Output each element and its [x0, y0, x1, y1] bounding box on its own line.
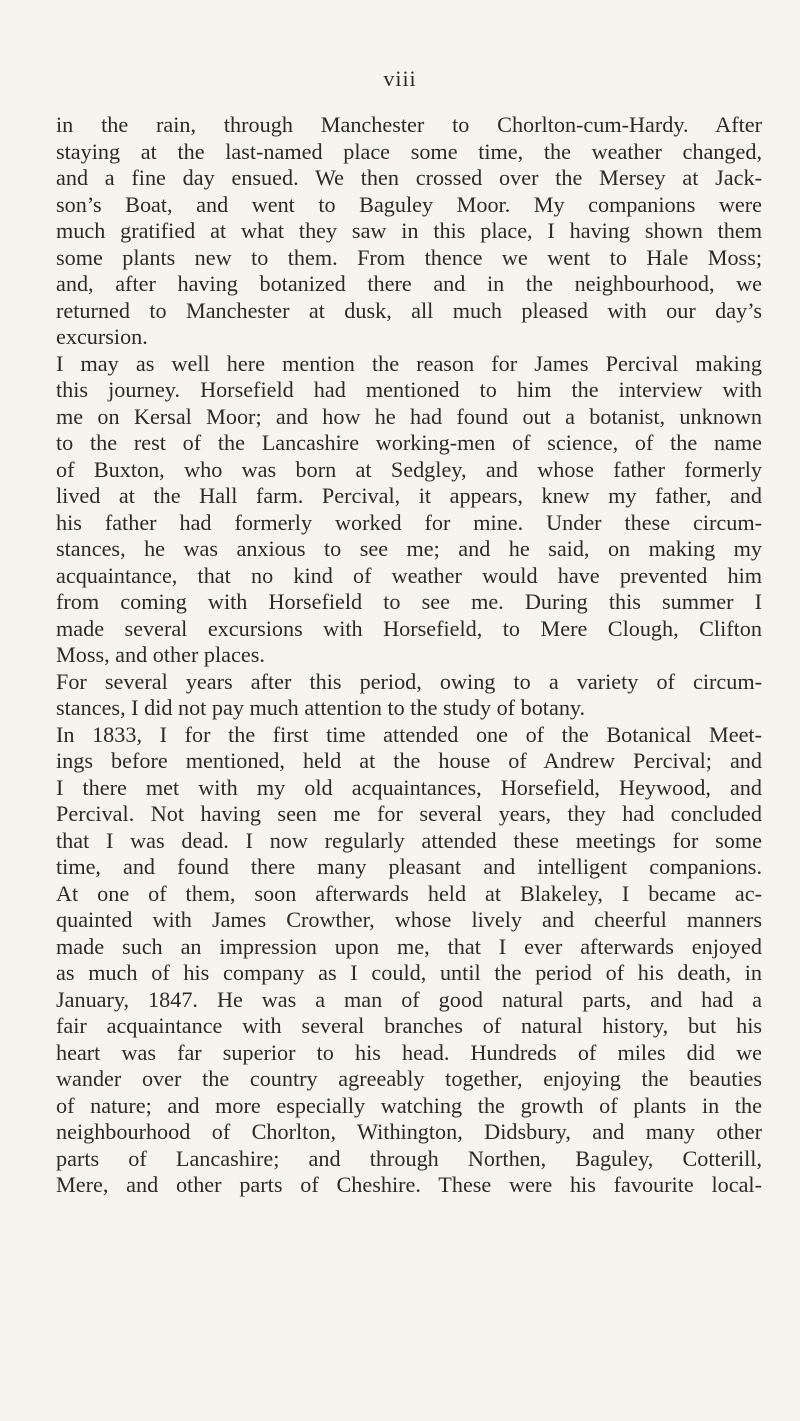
text-line: neighbourhood of Chorlton, Withington, Didsbury, and many other — [56, 1119, 762, 1144]
text-line: time, and found there many pleasant and intelligent companions. — [56, 854, 762, 879]
text-line: wander over the country agreeably together, enjoying the beauties — [56, 1066, 762, 1091]
text-line: from coming with Horsefield to see me. During this summer I — [56, 589, 762, 614]
text-line: some plants new to them. From thence we went to Hale Moss; — [56, 244, 762, 270]
text-line: excursion. — [56, 324, 148, 349]
text-line: that I was dead. I now regularly attended these meetings for some — [56, 827, 762, 853]
text-line: this journey. Horsefield had mentioned to him the interview with — [56, 377, 762, 402]
text-line: fair acquaintance with several branches of natural history, but his — [56, 1013, 762, 1038]
text-line: of Buxton, who was born at Sedgley, and whose father formerly — [56, 456, 762, 482]
body-text — [56, 112, 762, 1199]
text-line: stances, he was anxious to see me; and he said, on making my — [56, 536, 762, 561]
text-line: made such an impression upon me, that I ever afterwards enjoyed — [56, 933, 762, 959]
text-line: parts of Lancashire; and through Northen, Baguley, Cotterill, — [56, 1145, 762, 1171]
text-line: of nature; and more especially watching the growth of plants in the — [56, 1092, 762, 1118]
text-line: in the rain, through Manchester to Chorlton-cum-Hardy. After — [56, 112, 762, 137]
text-line: and a fine day ensued. We then crossed over the Mersey at Jack- — [56, 165, 762, 190]
page-number: viii — [383, 66, 417, 91]
text-line: ings before mentioned, held at the house of Andrew Percival; and — [56, 748, 762, 773]
text-line: acquaintance, that no kind of weather would have prevented him — [56, 562, 762, 588]
text-line: For several years after this period, owing to a variety of circum- — [56, 668, 762, 694]
text-line: to the rest of the Lancashire working-men of science, of the name — [56, 430, 762, 455]
text-line: Mere, and other parts of Cheshire. These were his favourite local- — [56, 1172, 762, 1197]
text-line: much gratified at what they saw in this place, I having shown them — [56, 218, 762, 243]
text-line: At one of them, soon afterwards held at Blakeley, I became ac- — [56, 880, 762, 906]
text-line: his father had formerly worked for mine. Under these circum- — [56, 509, 762, 535]
text-line: stances, I did not pay much attention to the study of botany. — [56, 695, 586, 720]
text-line: me on Kersal Moor; and how he had found out a botanist, unknown — [56, 403, 762, 429]
text-line: quainted with James Crowther, whose lively and cheerful manners — [56, 907, 762, 932]
text-line: Percival. Not having seen me for several years, they had concluded — [56, 801, 762, 826]
text-line: In 1833, I for the first time attended one of the Botanical Meet- — [56, 721, 762, 747]
text-line: returned to Manchester at dusk, all much pleased with our day’s — [56, 297, 762, 323]
text-line: son’s Boat, and went to Baguley Moor. My companions were — [56, 191, 762, 217]
text-line: lived at the Hall farm. Percival, it appears, knew my father, and — [56, 483, 762, 508]
text-line: heart was far superior to his head. Hundreds of miles did we — [56, 1039, 762, 1065]
text-line: as much of his company as I could, until the period of his death, in — [56, 960, 762, 985]
text-line: and, after having botanized there and in the neighbourhood, we — [56, 271, 762, 296]
text-line: I there met with my old acquaintances, Horsefield, Heywood, and — [56, 774, 762, 800]
text-line: I may as well here mention the reason for James Percival making — [56, 350, 762, 376]
text-line: Moss, and other places. — [56, 642, 265, 667]
text-line: made several excursions with Horsefield, to Mere Clough, Clifton — [56, 615, 762, 641]
text-line: January, 1847. He was a man of good natural parts, and had a — [56, 986, 762, 1012]
text-line: staying at the last-named place some time, the weather changed, — [56, 138, 762, 164]
